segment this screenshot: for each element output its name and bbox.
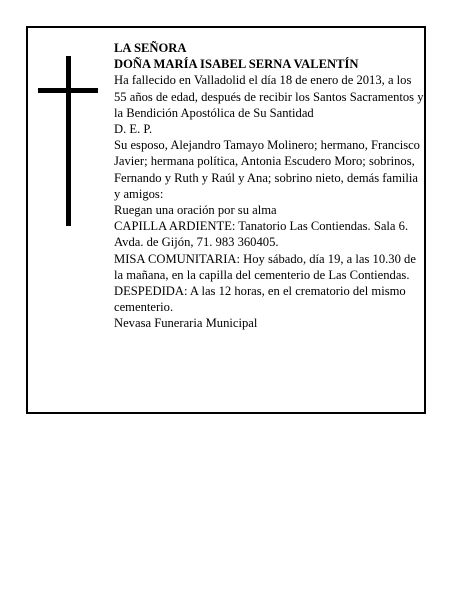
cross-horizontal-bar [38,88,98,93]
cross-vertical-bar [66,56,71,226]
chapel-info: CAPILLA ARDIENTE: Tanatorio Las Contiendas. Sala 6. Avda. de Gijón, 71. 983 360405. [114,219,409,250]
family-list: Su esposo, Alejandro Tamayo Molinero; hermano, Francisco Javier; hermana política, Antonia Escudero Moro; sobrinos, Fernando y Ruth y Raúl y Ana; sobrino nieto, demás familia y amigos: [114,138,420,201]
funeral-home: Nevasa Funeraria Municipal [114,316,258,331]
notice-title: LA SEÑORA [114,41,187,55]
mass-info: MISA COMUNITARIA: Hoy sábado, día 19, a las 10.30 de la mañana, en la capilla del cementerio de Las Contiendas. [114,251,416,282]
latin-cross-icon [38,56,98,226]
dep-abbreviation: D. E. P. [114,122,153,137]
prayer-request: Ruegan una oración por su alma [114,203,277,218]
death-announcement: Ha fallecido en Valladolid el día 18 de enero de 2013, a los 55 años de edad, después de recibir los Santos Sacramentos y la Bendición Apostólica de Su Santidad [114,73,424,120]
deceased-name: DOÑA MARÍA ISABEL SERNA VALENTÍN [114,57,359,72]
farewell-info: DESPEDIDA: A las 12 horas, en el crematorio del mismo cementerio. [114,284,406,315]
notice-text [114,40,424,332]
obituary-notice [26,26,426,414]
